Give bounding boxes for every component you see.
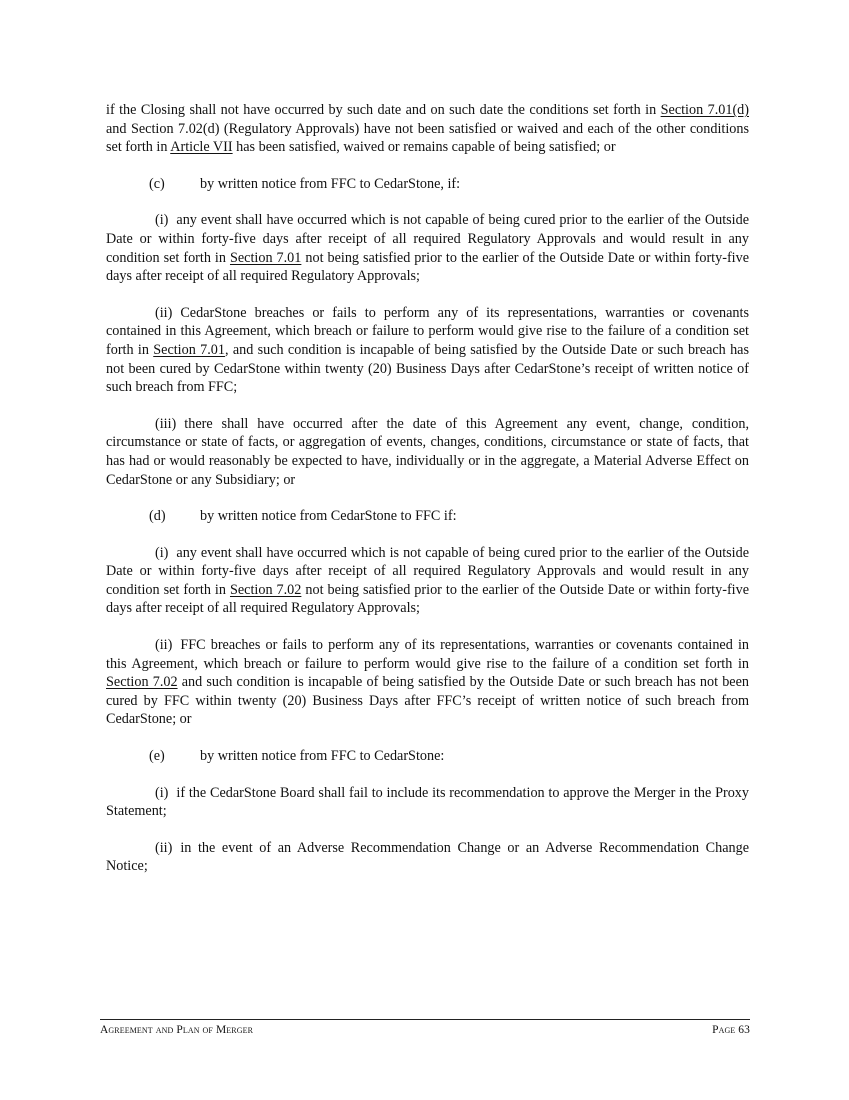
subclause-text: not being satisfied prior to the earlier of the Outside Date or within forty-five days after receipt of all required Regulatory Approvals; (106, 581, 750, 617)
paragraph-continuation (106, 101, 749, 157)
subclause-text: any event shall have occurred which is not capable of being cured prior to the earlier of the Outside Date or within forty-five days after receipt of all required Regulatory Approvals and would result in any condition set forth in (106, 212, 749, 266)
section-7-01-d-link[interactable]: Section 7.01(d) (660, 102, 749, 118)
clause-label: (d) (149, 508, 166, 525)
clause-label: (e) (149, 748, 165, 765)
clause-c-ii (106, 304, 749, 397)
clause-e (106, 747, 749, 766)
clause-text: by written notice from FFC to CedarStone: (200, 748, 445, 765)
clause-c-i (106, 211, 749, 285)
clause-d-ii (106, 636, 749, 729)
subclause-text: CedarStone breaches or fails to perform any of its representations, warranties or covenants contained in this Agreement, which breach or failure to perform would give rise to the failure of a condition set forth in (106, 304, 749, 358)
clause-text: by written notice from CedarStone to FFC if: (200, 508, 457, 525)
subclause-text: in the event of an Adverse Recommendation Change or an Adverse Recommendation Change Notice; (106, 839, 749, 875)
subclause-text: if the CedarStone Board shall fail to include its recommendation to approve the Merger in the Proxy Statement; (106, 784, 749, 820)
subclause-text: any event shall have occurred which is not capable of being cured prior to the earlier of the Outside Date or within forty-five days after receipt of all required Regulatory Approvals and would result in any condition set forth in (106, 544, 749, 598)
subclause-label: (ii) (155, 839, 173, 856)
subclause-label: (i) (155, 544, 169, 561)
subclause-text: there shall have occurred after the date of this Agreement any event, change, condition, circumstance or state of facts, or aggregation of events, changes, conditions, circumstance or state of facts, that has had or would reasonably be expected to have, individually or in the aggregate, a Material Adverse Effect on CedarStone or any Subsidiary; or (106, 415, 749, 488)
paragraph-text: has been satisfied, waived or remains capable of being satisfied; or (232, 139, 616, 156)
clause-c-iii (106, 415, 749, 489)
subclause-label: (ii) (155, 304, 173, 321)
subclause-label: (i) (155, 784, 169, 801)
clause-e-i (106, 784, 749, 821)
subclause-text: , and such condition is incapable of being satisfied by the Outside Date or such breach has not been cured by CedarStone within twenty (20) Business Days after CedarStone’s receipt of written notice of such breach from FFC; (106, 341, 749, 396)
paragraph-text: if the Closing shall not have occurred by such date and on such date the conditions set forth in (106, 102, 661, 118)
subclause-text: and such condition is incapable of being satisfied by the Outside Date or such breach has not been cured by FFC within twenty (20) Business Days after FFC’s receipt of written notice of such breach from CedarStone; or (106, 674, 750, 728)
subclause-text: not being satisfied prior to the earlier of the Outside Date or within forty-five days after receipt of all required Regulatory Approvals; (106, 249, 750, 285)
section-7-02-link[interactable]: Section 7.02 (229, 581, 302, 598)
footer-page-number: Page 63 (712, 1024, 750, 1036)
clause-text: by written notice from FFC to CedarStone, if: (200, 175, 461, 192)
clause-e-ii (106, 839, 749, 876)
subclause-label: (i) (155, 212, 169, 229)
page-footer (100, 1019, 750, 1036)
clause-d-i (106, 544, 749, 618)
subclause-label: (ii) (155, 637, 173, 654)
section-7-01-link[interactable]: Section 7.01 (153, 341, 225, 358)
document-body (106, 101, 749, 876)
footer-document-title: Agreement and Plan of Merger (100, 1024, 253, 1036)
section-7-02-link[interactable]: Section 7.02 (106, 674, 178, 691)
paragraph-text: and Section 7.02(d) (Regulatory Approvals) have not been satisfied or waived and each of the other conditions set forth in (106, 120, 749, 156)
article-vii-link[interactable]: Article VII (170, 139, 233, 156)
clause-label: (c) (149, 175, 165, 192)
clause-d (106, 507, 749, 526)
clause-c (106, 175, 749, 194)
subclause-text: FFC breaches or fails to perform any of its representations, warranties or covenants contained in this Agreement, which breach or failure to perform would give rise to the failure of a condition set forth in (106, 637, 749, 672)
section-7-01-link[interactable]: Section 7.01 (229, 249, 302, 266)
subclause-label: (iii) (155, 415, 177, 432)
